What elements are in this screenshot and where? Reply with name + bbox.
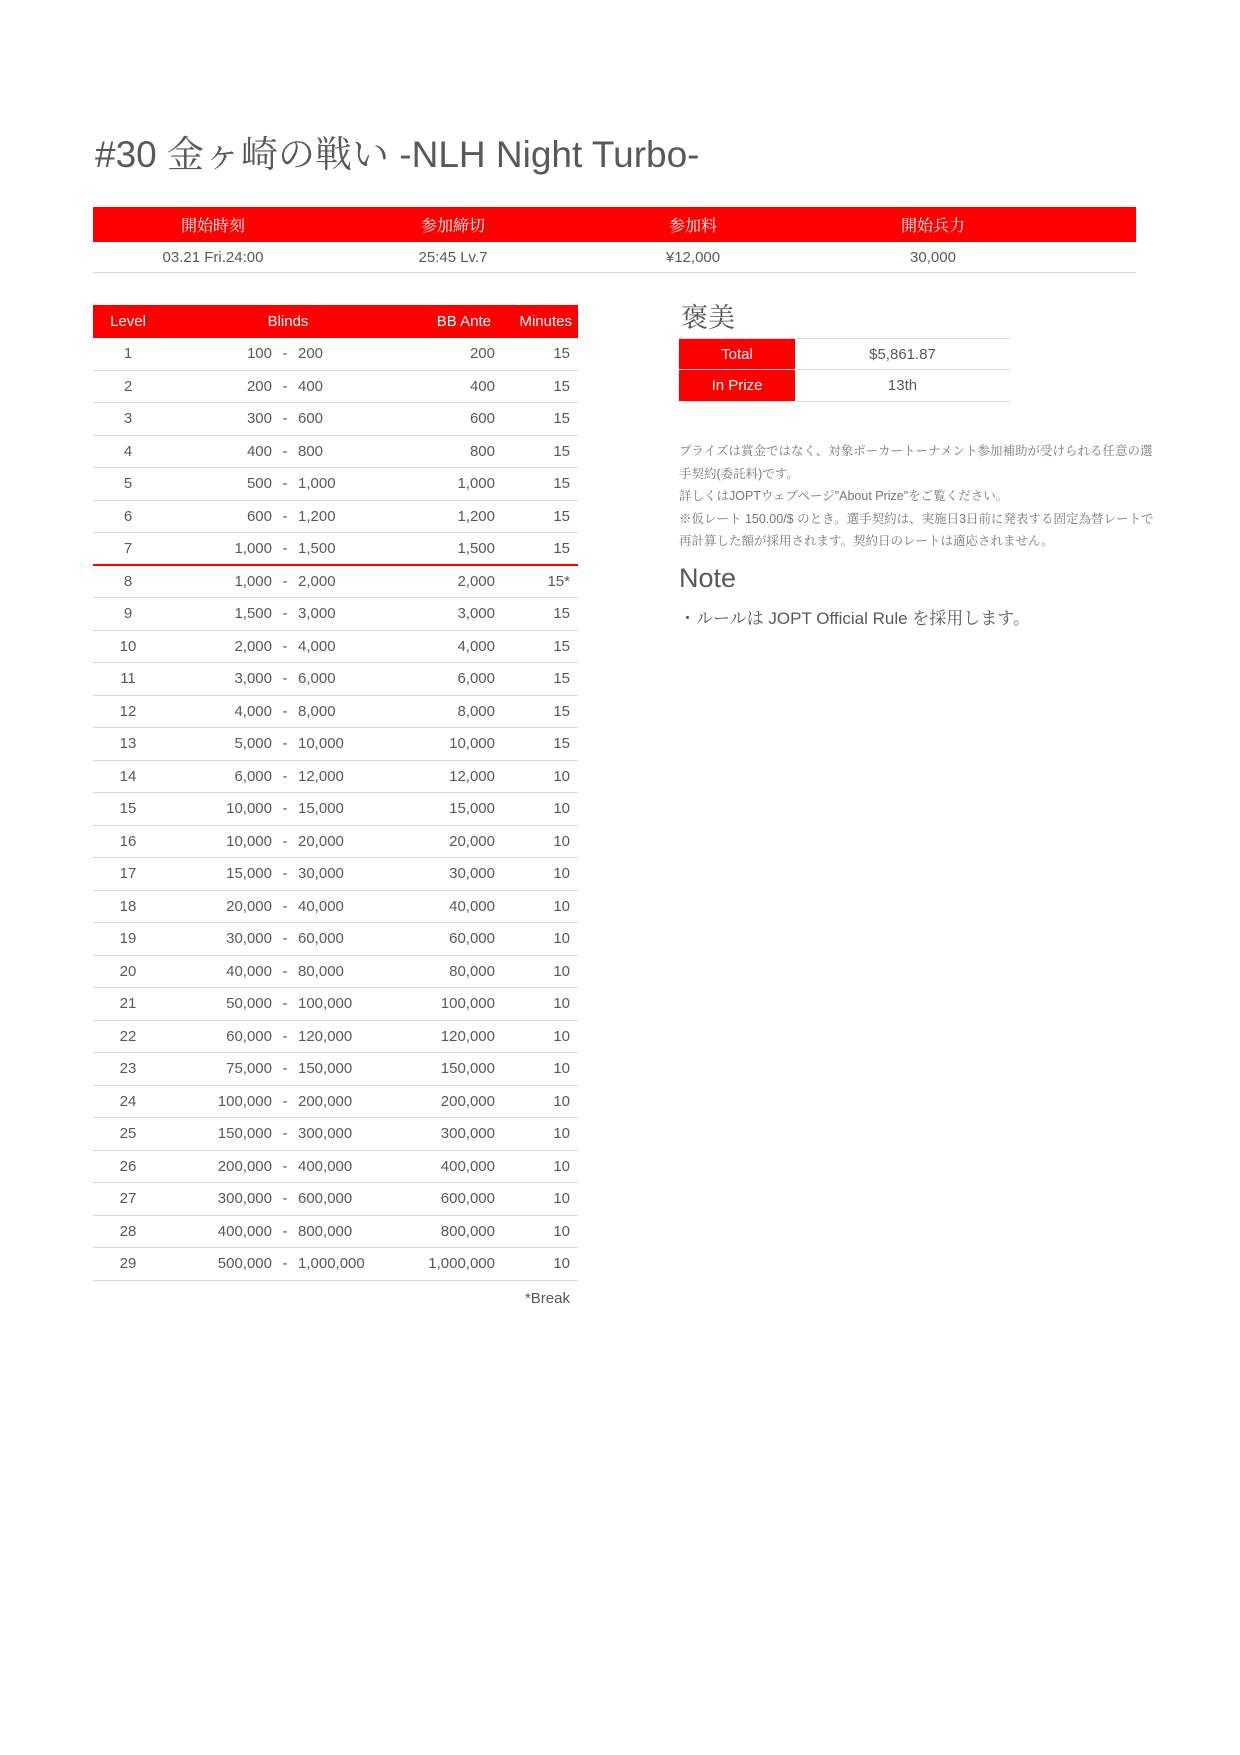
blinds-dash: - — [282, 377, 288, 395]
column-header-minutes: Minutes — [519, 313, 572, 330]
level-cell: 16 — [119, 832, 137, 850]
minutes-cell: 10 — [553, 800, 570, 818]
structure-table-row — [93, 338, 578, 371]
big-blind-cell: 8,000 — [298, 702, 336, 720]
info-header-start-stack: 開始兵力 — [900, 218, 965, 235]
blinds-dash: - — [282, 962, 288, 980]
prize-in-prize-label: In Prize — [679, 370, 795, 401]
level-cell: 6 — [123, 507, 133, 525]
bb-ante-cell: 1,500 — [457, 539, 495, 557]
small-blind-cell: 200 — [246, 377, 272, 395]
small-blind-cell: 2,000 — [234, 637, 272, 655]
blind-structure-table — [93, 305, 578, 1307]
level-cell: 3 — [123, 410, 133, 428]
minutes-cell: 15 — [553, 475, 570, 493]
blinds-dash: - — [282, 832, 288, 850]
blinds-dash: - — [282, 1027, 288, 1045]
small-blind-cell: 600 — [246, 507, 272, 525]
structure-table-row — [93, 436, 578, 469]
small-blind-cell: 20,000 — [226, 897, 272, 915]
bb-ante-cell: 60,000 — [449, 930, 495, 948]
prize-disclaimer — [679, 440, 1157, 553]
level-cell: 26 — [119, 1157, 137, 1175]
minutes-cell: 10 — [553, 1092, 570, 1110]
minutes-cell: 15 — [553, 605, 570, 623]
small-blind-cell: 400,000 — [217, 1222, 272, 1240]
big-blind-cell: 20,000 — [298, 832, 344, 850]
prize-section-heading: 褒美 — [681, 303, 735, 333]
small-blind-cell: 100 — [246, 345, 272, 363]
structure-table-row — [93, 923, 578, 956]
blinds-dash: - — [282, 1255, 288, 1273]
big-blind-cell: 40,000 — [298, 897, 344, 915]
note-heading: Note — [679, 563, 737, 593]
structure-table-row — [93, 533, 578, 566]
small-blind-cell: 150,000 — [217, 1125, 272, 1143]
bb-ante-cell: 200,000 — [440, 1092, 495, 1110]
minutes-cell: 15 — [553, 539, 570, 557]
minutes-cell: 10 — [553, 1125, 570, 1143]
structure-table-row — [93, 826, 578, 859]
structure-table-header — [93, 305, 578, 338]
structure-table-row — [93, 598, 578, 631]
minutes-cell: 15 — [553, 442, 570, 460]
bb-ante-cell: 400 — [469, 377, 495, 395]
minutes-cell: 10 — [553, 930, 570, 948]
blinds-dash: - — [282, 442, 288, 460]
bb-ante-cell: 400,000 — [440, 1157, 495, 1175]
prize-total-label: Total — [679, 339, 795, 369]
info-header-start-time: 開始時刻 — [180, 218, 245, 235]
big-blind-cell: 600,000 — [298, 1190, 353, 1208]
small-blind-cell: 3,000 — [234, 670, 272, 688]
structure-table-row — [93, 1183, 578, 1216]
structure-table-row — [93, 956, 578, 989]
level-cell: 10 — [119, 637, 137, 655]
small-blind-cell: 1,000 — [234, 539, 272, 557]
blinds-dash: - — [282, 507, 288, 525]
bb-ante-cell: 12,000 — [449, 767, 495, 785]
bb-ante-cell: 15,000 — [449, 800, 495, 818]
small-blind-cell: 500,000 — [217, 1255, 272, 1273]
big-blind-cell: 200,000 — [298, 1092, 353, 1110]
big-blind-cell: 150,000 — [298, 1060, 353, 1078]
bb-ante-cell: 150,000 — [440, 1060, 495, 1078]
big-blind-cell: 2,000 — [298, 572, 336, 590]
blinds-dash: - — [282, 865, 288, 883]
level-cell: 22 — [119, 1027, 137, 1045]
minutes-cell: 10 — [553, 865, 570, 883]
structure-table-row — [93, 631, 578, 664]
info-bar-header-row — [93, 207, 1136, 242]
level-cell: 21 — [119, 995, 137, 1013]
bb-ante-cell: 8,000 — [457, 702, 495, 720]
small-blind-cell: 500 — [246, 475, 272, 493]
blinds-dash: - — [282, 702, 288, 720]
minutes-cell: 15 — [553, 735, 570, 753]
structure-table-body — [93, 338, 578, 1281]
small-blind-cell: 300 — [246, 410, 272, 428]
blinds-dash: - — [282, 670, 288, 688]
info-value-start-time: 03.21 Fri.24:00 — [162, 248, 264, 266]
big-blind-cell: 15,000 — [298, 800, 344, 818]
minutes-cell: 10 — [553, 962, 570, 980]
minutes-cell: 10 — [553, 832, 570, 850]
big-blind-cell: 3,000 — [298, 605, 336, 623]
small-blind-cell: 10,000 — [226, 832, 272, 850]
minutes-cell: 15 — [553, 670, 570, 688]
big-blind-cell: 1,000 — [298, 475, 336, 493]
minutes-cell: 15 — [553, 507, 570, 525]
level-cell: 12 — [119, 702, 137, 720]
big-blind-cell: 200 — [298, 345, 324, 363]
small-blind-cell: 40,000 — [226, 962, 272, 980]
structure-table-row — [93, 793, 578, 826]
big-blind-cell: 800,000 — [298, 1222, 353, 1240]
big-blind-cell: 120,000 — [298, 1027, 353, 1045]
level-cell: 23 — [119, 1060, 137, 1078]
big-blind-cell: 12,000 — [298, 767, 344, 785]
small-blind-cell: 300,000 — [217, 1190, 272, 1208]
prize-disclaimer-line-1: プライズは賞金ではなく、対象ポーカートーナメント参加補助が受けられる任意の選手契約(委託料)です。 — [679, 444, 1153, 481]
structure-table-row — [93, 1086, 578, 1119]
bb-ante-cell: 100,000 — [440, 995, 495, 1013]
big-blind-cell: 100,000 — [298, 995, 353, 1013]
structure-table-row — [93, 371, 578, 404]
blinds-dash: - — [282, 345, 288, 363]
big-blind-cell: 80,000 — [298, 962, 344, 980]
blinds-dash: - — [282, 930, 288, 948]
minutes-cell: 15 — [553, 637, 570, 655]
minutes-cell: 10 — [553, 767, 570, 785]
level-cell: 9 — [123, 605, 133, 623]
info-bar-value-row — [93, 242, 1136, 273]
level-cell: 5 — [123, 475, 133, 493]
small-blind-cell: 1,000 — [234, 572, 272, 590]
blinds-dash: - — [282, 1125, 288, 1143]
small-blind-cell: 4,000 — [234, 702, 272, 720]
level-cell: 4 — [123, 442, 133, 460]
minutes-cell: 10 — [553, 1255, 570, 1273]
bb-ante-cell: 300,000 — [440, 1125, 495, 1143]
big-blind-cell: 6,000 — [298, 670, 336, 688]
bb-ante-cell: 800,000 — [440, 1222, 495, 1240]
structure-table-row — [93, 1248, 578, 1281]
bb-ante-cell: 40,000 — [449, 897, 495, 915]
structure-table-row — [93, 1151, 578, 1184]
big-blind-cell: 60,000 — [298, 930, 344, 948]
note-item-rules: ・ルールは JOPT Official Rule を採用します。 — [679, 609, 1030, 628]
info-value-buy-in: ¥12,000 — [665, 248, 721, 266]
prize-table — [679, 338, 1010, 402]
bb-ante-cell: 1,000,000 — [428, 1255, 495, 1273]
structure-table-row — [93, 728, 578, 761]
blinds-dash: - — [282, 995, 288, 1013]
bb-ante-cell: 600 — [469, 410, 495, 428]
small-blind-cell: 5,000 — [234, 735, 272, 753]
blinds-dash: - — [282, 410, 288, 428]
structure-table-row — [93, 566, 578, 599]
minutes-cell: 10 — [553, 897, 570, 915]
prize-in-prize-value: 13th — [887, 377, 918, 394]
bb-ante-cell: 1,200 — [457, 507, 495, 525]
big-blind-cell: 1,500 — [298, 539, 336, 557]
structure-table-row — [93, 1118, 578, 1151]
blinds-dash: - — [282, 1060, 288, 1078]
level-cell: 18 — [119, 897, 137, 915]
level-cell: 25 — [119, 1125, 137, 1143]
big-blind-cell: 10,000 — [298, 735, 344, 753]
minutes-cell: 10 — [553, 1060, 570, 1078]
minutes-cell: 15 — [553, 410, 570, 428]
structure-table-row — [93, 403, 578, 436]
bb-ante-cell: 80,000 — [449, 962, 495, 980]
bb-ante-cell: 30,000 — [449, 865, 495, 883]
prize-total-value: $5,861.87 — [869, 345, 936, 363]
big-blind-cell: 1,200 — [298, 507, 336, 525]
bb-ante-cell: 1,000 — [457, 475, 495, 493]
small-blind-cell: 75,000 — [226, 1060, 272, 1078]
level-cell: 1 — [123, 345, 133, 363]
level-cell: 20 — [119, 962, 137, 980]
blinds-dash: - — [282, 539, 288, 557]
small-blind-cell: 100,000 — [217, 1092, 272, 1110]
structure-table-row — [93, 663, 578, 696]
level-cell: 24 — [119, 1092, 137, 1110]
structure-table-row — [93, 468, 578, 501]
structure-table-row — [93, 858, 578, 891]
level-cell: 7 — [123, 539, 133, 557]
info-value-late-reg: 25:45 Lv.7 — [418, 248, 488, 266]
structure-table-row — [93, 1053, 578, 1086]
bb-ante-cell: 800 — [469, 442, 495, 460]
big-blind-cell: 4,000 — [298, 637, 336, 655]
blinds-dash: - — [282, 475, 288, 493]
column-header-bb-ante: BB Ante — [436, 313, 491, 330]
column-header-blinds: Blinds — [267, 313, 309, 330]
small-blind-cell: 10,000 — [226, 800, 272, 818]
big-blind-cell: 600 — [298, 410, 324, 428]
small-blind-cell: 400 — [246, 442, 272, 460]
big-blind-cell: 400 — [298, 377, 324, 395]
info-header-buy-in: 参加料 — [668, 218, 717, 235]
small-blind-cell: 50,000 — [226, 995, 272, 1013]
bb-ante-cell: 10,000 — [449, 735, 495, 753]
level-cell: 15 — [119, 800, 137, 818]
structure-table-row — [93, 1021, 578, 1054]
info-header-late-reg: 参加締切 — [420, 218, 485, 235]
prize-disclaimer-line-2: 詳しくはJOPTウェブページ"About Prize"をご覧ください。 — [679, 489, 1009, 503]
small-blind-cell: 15,000 — [226, 865, 272, 883]
minutes-cell: 10 — [553, 1157, 570, 1175]
blinds-dash: - — [282, 605, 288, 623]
minutes-cell: 15* — [547, 572, 570, 590]
level-cell: 11 — [120, 670, 136, 688]
minutes-cell: 15 — [553, 377, 570, 395]
info-value-start-stack: 30,000 — [910, 248, 956, 266]
structure-table-row — [93, 891, 578, 924]
prize-row-total — [679, 338, 1010, 370]
minutes-cell: 15 — [553, 345, 570, 363]
big-blind-cell: 800 — [298, 442, 324, 460]
bb-ante-cell: 600,000 — [440, 1190, 495, 1208]
break-footnote: *Break — [524, 1289, 570, 1307]
level-cell: 8 — [123, 572, 133, 590]
structure-table-row — [93, 501, 578, 534]
small-blind-cell: 200,000 — [217, 1157, 272, 1175]
small-blind-cell: 1,500 — [234, 605, 272, 623]
blinds-dash: - — [282, 1222, 288, 1240]
bb-ante-cell: 4,000 — [457, 637, 495, 655]
big-blind-cell: 1,000,000 — [298, 1255, 365, 1273]
blinds-dash: - — [282, 767, 288, 785]
level-cell: 17 — [119, 865, 137, 883]
big-blind-cell: 300,000 — [298, 1125, 353, 1143]
blinds-dash: - — [282, 1190, 288, 1208]
level-cell: 13 — [119, 735, 137, 753]
level-cell: 29 — [119, 1255, 137, 1273]
small-blind-cell: 30,000 — [226, 930, 272, 948]
blinds-dash: - — [282, 1092, 288, 1110]
level-cell: 28 — [119, 1222, 137, 1240]
minutes-cell: 10 — [553, 1027, 570, 1045]
prize-row-in-prize — [679, 370, 1010, 402]
bb-ante-cell: 20,000 — [449, 832, 495, 850]
small-blind-cell: 60,000 — [226, 1027, 272, 1045]
structure-table-row — [93, 1216, 578, 1249]
minutes-cell: 10 — [553, 995, 570, 1013]
structure-table-row — [93, 696, 578, 729]
bb-ante-cell: 3,000 — [457, 605, 495, 623]
level-cell: 14 — [119, 767, 137, 785]
small-blind-cell: 6,000 — [234, 767, 272, 785]
level-cell: 27 — [119, 1190, 137, 1208]
level-cell: 2 — [123, 377, 133, 395]
blinds-dash: - — [282, 572, 288, 590]
prize-disclaimer-line-3: ※仮レート 150.00/$ のとき。選手契約は、実施日3日前に発表する固定為替レートで再計算した額が採用されます。契約日のレートは適応されません。 — [679, 511, 1154, 548]
structure-table-row — [93, 988, 578, 1021]
bb-ante-cell: 6,000 — [457, 670, 495, 688]
blinds-dash: - — [282, 637, 288, 655]
page-title: #30 金ヶ崎の戦い -NLH Night Turbo- — [95, 134, 700, 175]
blinds-dash: - — [282, 1157, 288, 1175]
blinds-dash: - — [282, 800, 288, 818]
level-cell: 19 — [119, 930, 137, 948]
note-section — [679, 563, 1030, 629]
structure-table-row — [93, 761, 578, 794]
big-blind-cell: 30,000 — [298, 865, 344, 883]
minutes-cell: 15 — [553, 702, 570, 720]
bb-ante-cell: 200 — [469, 345, 495, 363]
tournament-info-bar — [93, 207, 1136, 273]
big-blind-cell: 400,000 — [298, 1157, 353, 1175]
bb-ante-cell: 2,000 — [457, 572, 495, 590]
blinds-dash: - — [282, 897, 288, 915]
column-header-level: Level — [110, 313, 146, 330]
minutes-cell: 10 — [553, 1222, 570, 1240]
blinds-dash: - — [282, 735, 288, 753]
bb-ante-cell: 120,000 — [440, 1027, 495, 1045]
minutes-cell: 10 — [553, 1190, 570, 1208]
